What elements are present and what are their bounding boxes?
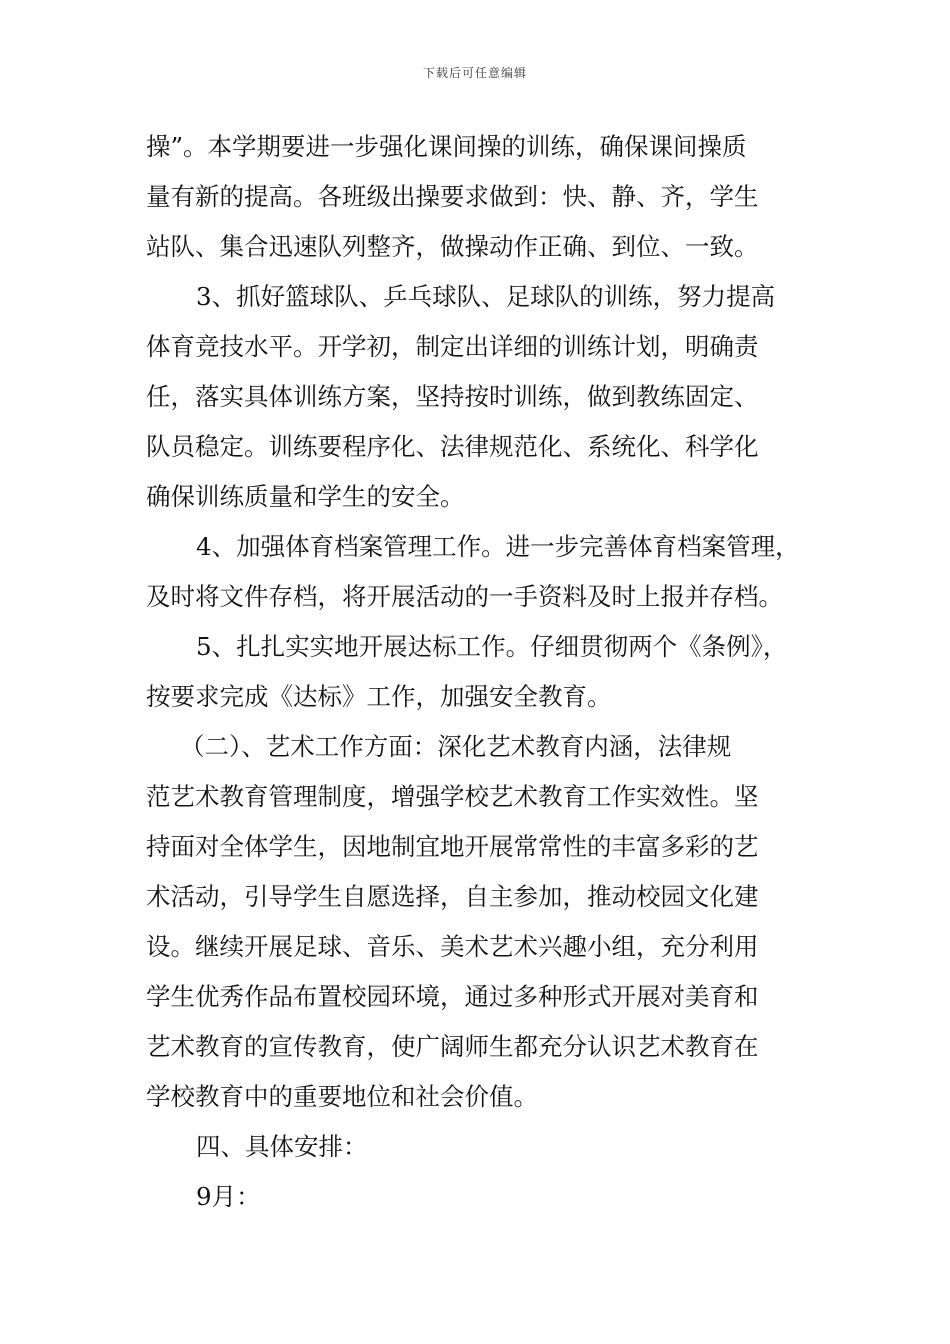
text-line: 艺术教育的宣传教育，使广阔师生都充分认识艺术教育在 (146, 1032, 759, 1061)
text-line: 学校教育中的重要地位和社会价值。 (146, 1082, 538, 1111)
text-line: 5、扎扎实实地开展达标工作。仔细贯彻两个《条例》， (196, 632, 788, 661)
text-line: 3、抓好篮球队、乒乓球队、足球队的训练，努力提高 (196, 282, 776, 311)
text-line: 学生优秀作品布置校园环境，通过多种形式开展对美育和 (146, 982, 759, 1011)
month-heading: 9月： (196, 1182, 261, 1211)
document-body (146, 122, 810, 1222)
page-header: 下载后可任意编辑 (422, 66, 527, 80)
text-line: （二）、艺术工作方面：深化艺术教育内涵，法律规 (180, 732, 732, 761)
text-line: 持面对全体学生，因地制宜地开展常常性的丰富多彩的艺 (146, 832, 759, 861)
text-line: 站队、集合迅速队列整齐，做操动作正确、到位、一致。 (146, 232, 759, 261)
text-line: 操”。本学期要进一步强化课间操的训练，确保课间操质 (146, 132, 747, 161)
text-line: 4、加强体育档案管理工作。进一步完善体育档案管理， (196, 532, 800, 561)
text-line: 确保训练质量和学生的安全。 (146, 482, 465, 511)
text-line: 及时将文件存档，将开展活动的一手资料及时上报并存档。 (146, 582, 783, 611)
text-line: 按要求完成《达标》工作，加强安全教育。 (146, 682, 612, 711)
section-heading: 四、具体安排： (196, 1132, 368, 1161)
text-line: 体育竞技水平。开学初，制定出详细的训练计划，明确责 (146, 332, 759, 361)
text-line: 量有新的提高。各班级出操要求做到：快、静、齐，学生 (146, 182, 759, 211)
text-line: 任，落实具体训练方案，坚持按时训练，做到教练固定、 (146, 382, 759, 411)
text-line: 设。继续开展足球、音乐、美术艺术兴趣小组，充分利用 (146, 932, 759, 961)
text-line: 范艺术教育管理制度，增强学校艺术教育工作实效性。坚 (146, 782, 759, 811)
text-line: 队员稳定。训练要程序化、法律规范化、系统化、科学化 (146, 432, 759, 461)
text-line: 术活动，引导学生自愿选择，自主参加，推动校园文化建 (146, 882, 759, 911)
